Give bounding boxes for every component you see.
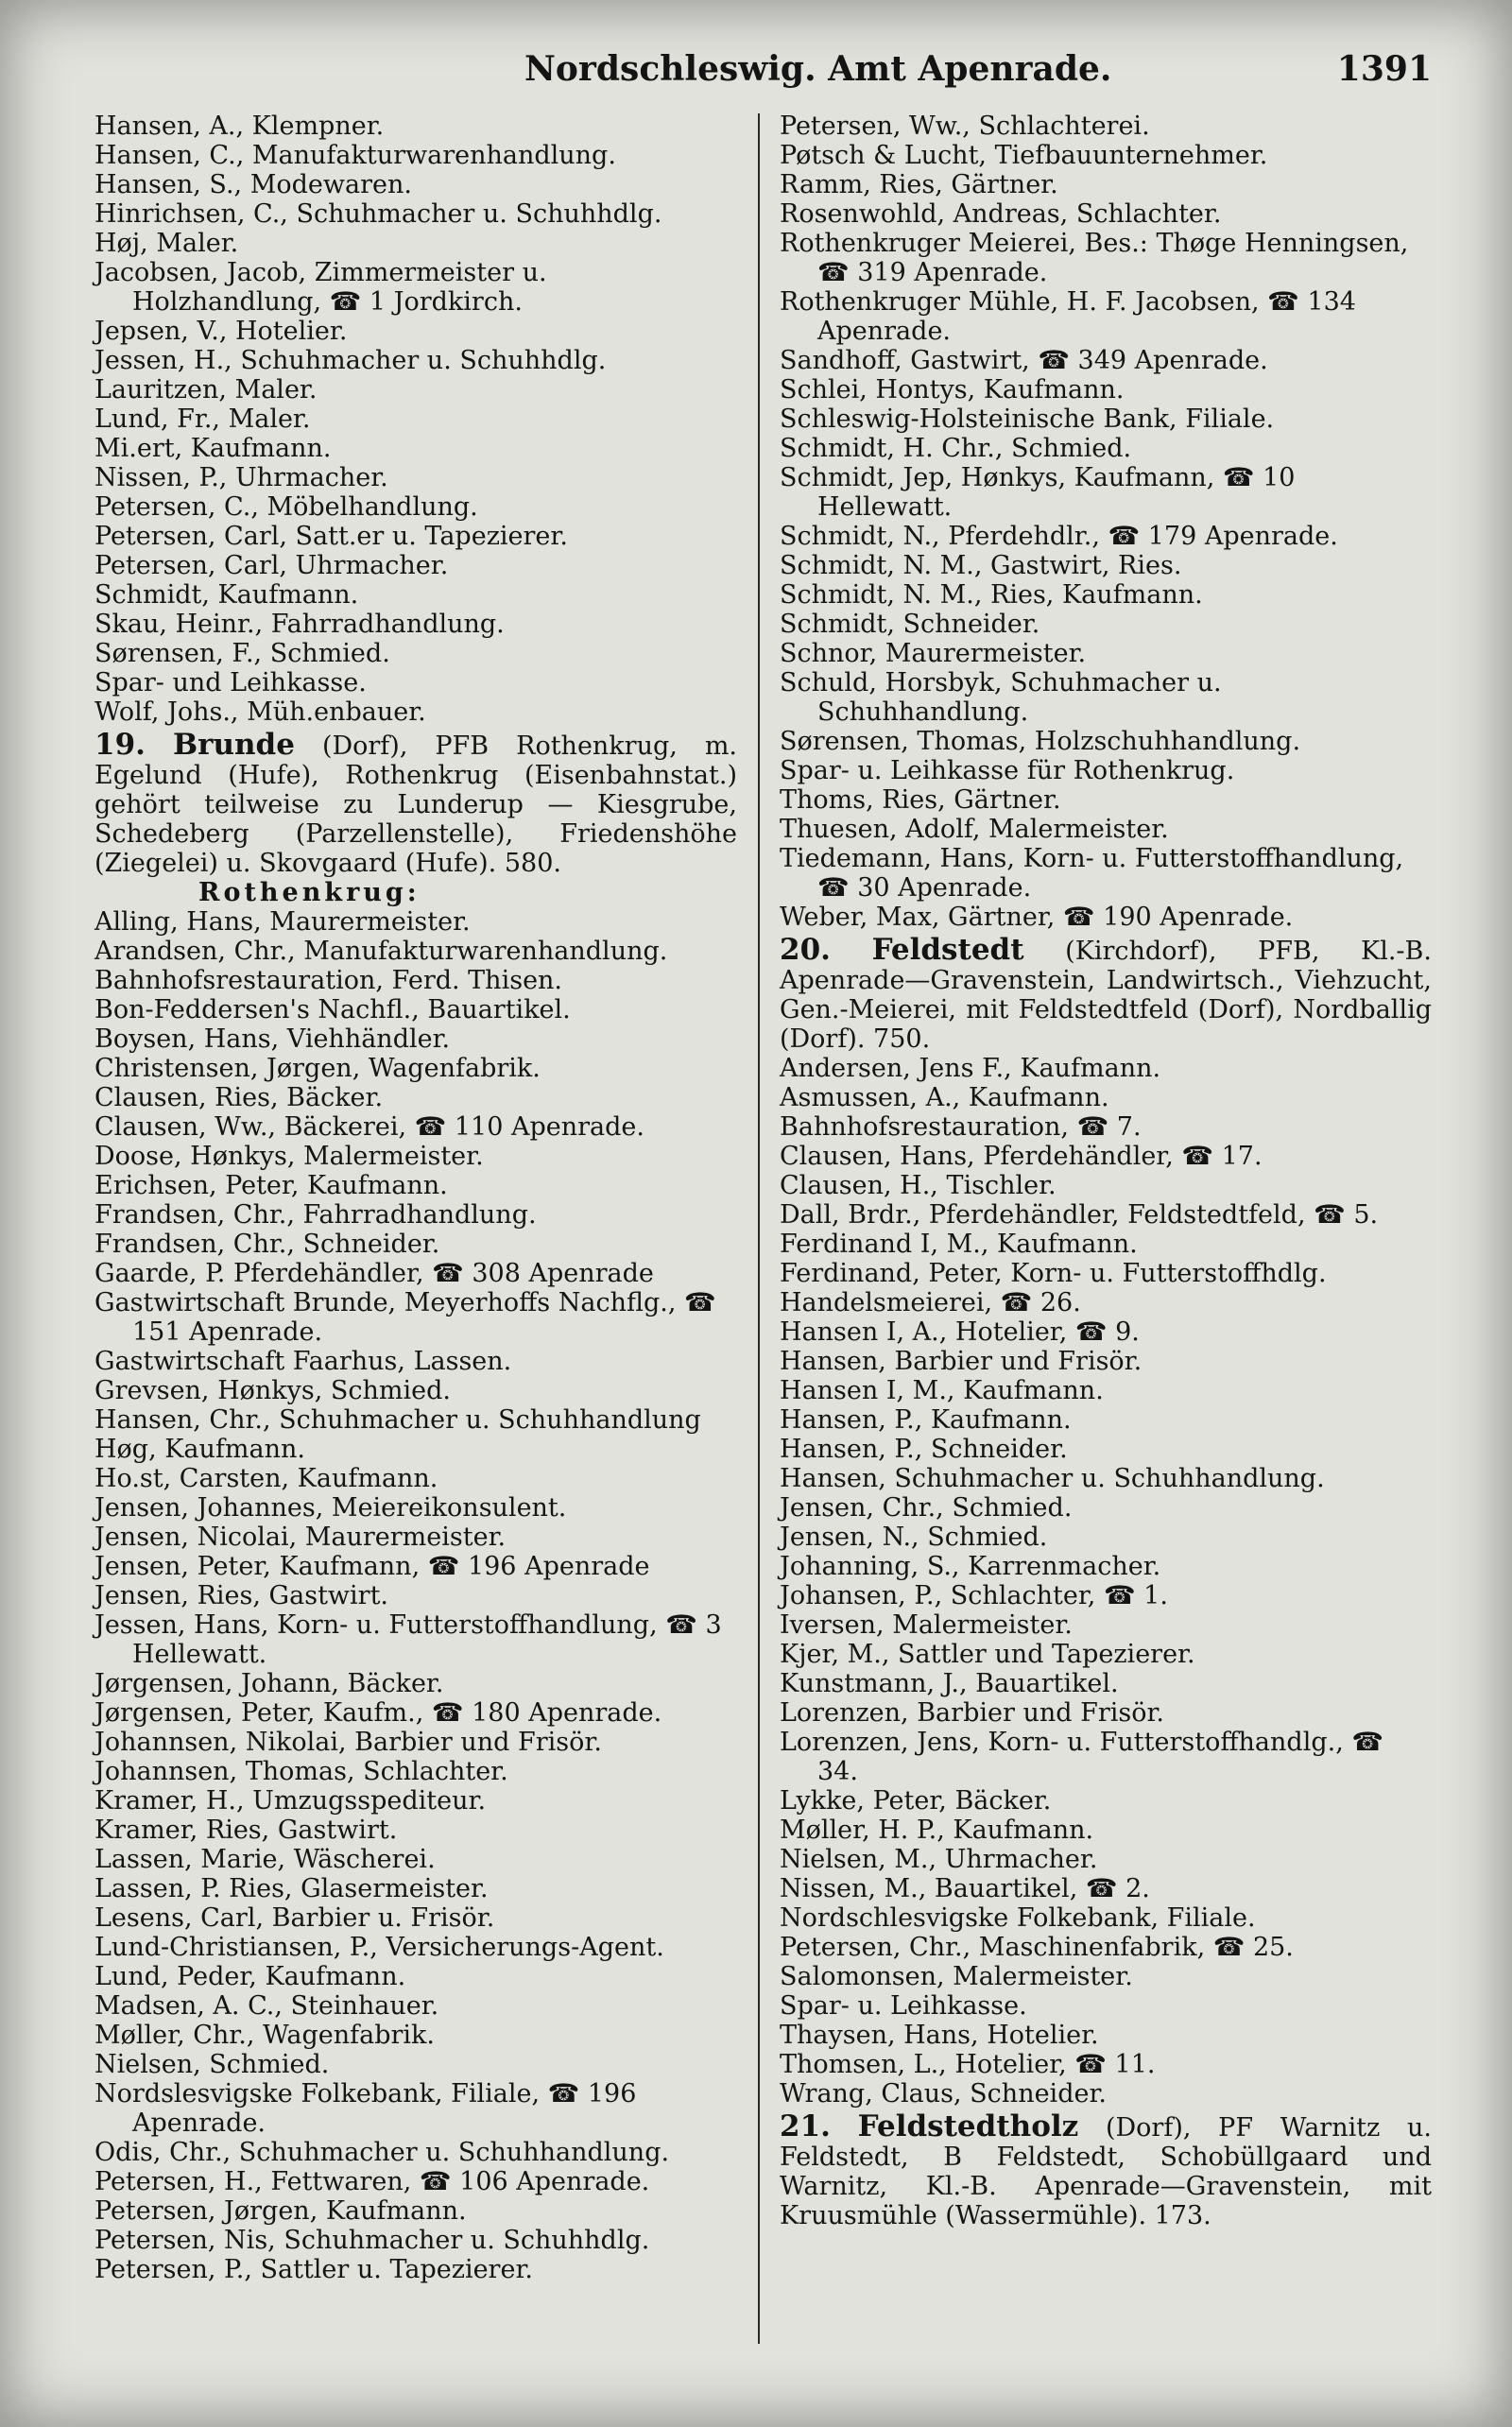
directory-entry: Mi.ert, Kaufmann. — [94, 434, 332, 463]
right-column — [780, 112, 1432, 2230]
directory-entry: Lund, Fr., Maler. — [94, 404, 311, 434]
directory-entry: Nordschlesvigske Folkebank, Filiale. — [780, 1903, 1256, 1933]
directory-entry: Odis, Chr., Schuhmacher u. Schuhhandlung. — [94, 2138, 670, 2167]
directory-entry: Jessen, Hans, Korn- u. Futterstoffhandlung, ☎ 3 Hellewatt. — [94, 1610, 722, 1669]
directory-entry: Clausen, Hans, Pferdehändler, ☎ 17. — [780, 1142, 1263, 1171]
directory-entry: Lassen, Marie, Wäscherei. — [94, 1845, 436, 1874]
directory-entry: Schmidt, N. M., Gastwirt, Ries. — [780, 551, 1182, 580]
entry-list-section-19 — [94, 907, 737, 2284]
directory-entry: Schmidt, H. Chr., Schmied. — [780, 434, 1132, 463]
directory-entry: Petersen, C., Möbelhandlung. — [94, 492, 478, 522]
directory-entry: Gastwirtschaft Brunde, Meyerhoffs Nachflg., ☎ 151 Apenrade. — [94, 1288, 716, 1347]
section-place-name: Feldstedtholz — [857, 2109, 1079, 2143]
directory-entry: Høj, Maler. — [94, 229, 239, 258]
page-header — [90, 45, 1432, 93]
directory-entry: Pøtsch & Lucht, Tiefbauunternehmer. — [780, 141, 1268, 170]
directory-entry: Hansen, P., Kaufmann. — [780, 1405, 1072, 1435]
directory-entry: Petersen, P., Sattler u. Tapezierer. — [94, 2255, 533, 2284]
directory-entry: Nielsen, Schmied. — [94, 2050, 330, 2079]
directory-entry: Jensen, Johannes, Meiereikonsulent. — [94, 1493, 567, 1523]
directory-entry: Schlei, Hontys, Kaufmann. — [780, 375, 1125, 404]
directory-entry: Sandhoff, Gastwirt, ☎ 349 Apenrade. — [780, 346, 1268, 375]
directory-entry: Lorenzen, Jens, Korn- u. Futterstoffhandlg., ☎ 34. — [780, 1728, 1383, 1786]
directory-entry: Schmidt, N. M., Ries, Kaufmann. — [780, 580, 1203, 610]
directory-entry: Weber, Max, Gärtner, ☎ 190 Apenrade. — [780, 903, 1294, 932]
directory-entry: Jensen, Ries, Gastwirt. — [94, 1581, 389, 1610]
directory-entry: Ferdinand I, M., Kaufmann. — [780, 1230, 1138, 1259]
directory-entry: Jensen, N., Schmied. — [780, 1523, 1048, 1552]
directory-entry: Frandsen, Chr., Schneider. — [94, 1230, 440, 1259]
directory-entry: Thuesen, Adolf, Malermeister. — [780, 815, 1169, 844]
directory-entry: Handelsmeierei, ☎ 26. — [780, 1288, 1081, 1317]
directory-entry: Rothenkruger Mühle, H. F. Jacobsen, ☎ 134 Apenrade. — [780, 287, 1356, 346]
directory-entry: Lesens, Carl, Barbier u. Frisör. — [94, 1903, 495, 1933]
directory-entry: Møller, Chr., Wagenfabrik. — [94, 2021, 436, 2050]
directory-entry: Petersen, Jørgen, Kaufmann. — [94, 2196, 467, 2226]
directory-entry: Johannsen, Nikolai, Barbier und Frisör. — [94, 1728, 602, 1757]
subsection-heading: Rothenkrug: — [198, 878, 421, 907]
entry-list-section-18 — [94, 112, 737, 727]
directory-entry: Wolf, Johs., Müh.enbauer. — [94, 697, 426, 727]
section-heading-21 — [780, 2109, 1432, 2230]
directory-entry: Hansen, Barbier und Frisör. — [780, 1347, 1143, 1376]
directory-entry: Wrang, Claus, Schneider. — [780, 2079, 1107, 2109]
directory-entry: Clausen, H., Tischler. — [780, 1171, 1057, 1200]
directory-entry: Jørgensen, Johann, Bäcker. — [94, 1669, 444, 1698]
directory-entry: Boysen, Hans, Viehhändler. — [94, 1024, 451, 1054]
directory-entry: Thaysen, Hans, Hotelier. — [780, 2021, 1099, 2050]
directory-entry: Gastwirtschaft Faarhus, Lassen. — [94, 1347, 512, 1376]
directory-entry: Gaarde, P. Pferdehändler, ☎ 308 Apenrade — [94, 1259, 654, 1288]
directory-entry: Schuld, Horsbyk, Schuhmacher u. Schuhhandlung. — [780, 668, 1222, 727]
directory-entry: Nissen, M., Bauartikel, ☎ 2. — [780, 1874, 1150, 1903]
directory-entry: Ferdinand, Peter, Korn- u. Futterstoffhdlg. — [780, 1259, 1327, 1288]
directory-entry: Hansen, A., Klempner. — [94, 112, 385, 141]
directory-entry: Johansen, P., Schlachter, ☎ 1. — [780, 1581, 1168, 1610]
section-description: (Dorf), PFB Rothenkrug, m. Egelund (Hufe), Rothenkrug (Eisenbahnstat.) gehört teilweise zu Lunderup — Kiesgrube, Schedeberg (Parzellenstelle), Friedenshöhe (Ziegelei) u. Skovgaard (Hufe). 580. — [94, 732, 738, 878]
directory-entry: Rothenkruger Meierei, Bes.: Thøge Henningsen, ☎ 319 Apenrade. — [780, 229, 1409, 287]
directory-entry: Spar- u. Leihkasse. — [780, 1991, 1027, 2021]
directory-entry: Christensen, Jørgen, Wagenfabrik. — [94, 1054, 541, 1083]
directory-entry: Hansen, Chr., Schuhmacher u. Schuhhandlung — [94, 1405, 701, 1435]
directory-entry: Lykke, Peter, Bäcker. — [780, 1786, 1052, 1816]
directory-entry: Rosenwohld, Andreas, Schlachter. — [780, 199, 1222, 229]
directory-entry: Lorenzen, Barbier und Frisör. — [780, 1698, 1165, 1728]
section-heading-19 — [94, 728, 738, 878]
directory-entry: Jensen, Peter, Kaufmann, ☎ 196 Apenrade — [94, 1552, 650, 1581]
section-description: (Dorf), PF Warnitz u. Feldstedt, B Feldstedt, Schobüllgaard und Warnitz, Kl.-B. Apenrade—Gravenstein, mit Kruusmühle (Wassermühle). 173. — [780, 2113, 1432, 2230]
directory-entry: Bahnhofsrestauration, Ferd. Thisen. — [94, 966, 563, 995]
directory-entry: Petersen, Nis, Schuhmacher u. Schuhhdlg. — [94, 2226, 650, 2255]
directory-entry: Lassen, P. Ries, Glasermeister. — [94, 1874, 489, 1903]
directory-entry: Sørensen, F., Schmied. — [94, 639, 390, 668]
directory-entry: Jessen, H., Schuhmacher u. Schuhhdlg. — [94, 346, 607, 375]
directory-entry: Bon-Feddersen's Nachfl., Bauartikel. — [94, 995, 571, 1024]
directory-entry: Lauritzen, Maler. — [94, 375, 318, 404]
directory-entry: Spar- und Leihkasse. — [94, 668, 367, 697]
directory-entry: Sørensen, Thomas, Holzschuhhandlung. — [780, 727, 1301, 756]
directory-entry: Johanning, S., Karrenmacher. — [780, 1552, 1161, 1581]
directory-entry: Petersen, Carl, Satt.er u. Tapezierer. — [94, 522, 568, 551]
directory-entry: Erichsen, Peter, Kaufmann. — [94, 1171, 448, 1200]
directory-entry: Hansen I, M., Kaufmann. — [780, 1376, 1104, 1405]
directory-entry: Iversen, Malermeister. — [780, 1610, 1073, 1640]
directory-entry: Skau, Heinr., Fahrradhandlung. — [94, 610, 505, 639]
left-column — [94, 112, 737, 2284]
directory-entry: Johannsen, Thomas, Schlachter. — [94, 1757, 508, 1786]
directory-entry: Høg, Kaufmann. — [94, 1435, 305, 1464]
directory-entry: Kramer, H., Umzugsspediteur. — [94, 1786, 487, 1816]
directory-entry: Jørgensen, Peter, Kaufm., ☎ 180 Apenrade. — [94, 1698, 662, 1728]
directory-entry: Schnor, Maurermeister. — [780, 639, 1087, 668]
directory-entry: Schmidt, Kaufmann. — [94, 580, 359, 610]
directory-entry: Hinrichsen, C., Schuhmacher u. Schuhhdlg. — [94, 199, 662, 229]
directory-entry: Jepsen, V., Hotelier. — [94, 317, 348, 346]
directory-entry: Petersen, Ww., Schlachterei. — [780, 112, 1150, 141]
directory-entry: Kramer, Ries, Gastwirt. — [94, 1816, 398, 1845]
column-divider — [758, 113, 760, 2344]
directory-entry: Schmidt, Schneider. — [780, 610, 1040, 639]
directory-entry: Hansen, C., Manufakturwarenhandlung. — [94, 141, 616, 170]
page-number: 1391 — [1336, 49, 1432, 89]
directory-entry: Lund-Christiansen, P., Versicherungs-Agent. — [94, 1933, 664, 1962]
directory-entry: Jacobsen, Jacob, Zimmermeister u. Holzhandlung, ☎ 1 Jordkirch. — [94, 258, 547, 317]
directory-entry: Nielsen, M., Uhrmacher. — [780, 1845, 1098, 1874]
directory-entry: Thoms, Ries, Gärtner. — [780, 785, 1061, 815]
directory-entry: Asmussen, A., Kaufmann. — [780, 1083, 1109, 1112]
directory-entry: Schmidt, Jep, Hønkys, Kaufmann, ☎ 10 Hellewatt. — [780, 463, 1296, 522]
directory-entry: Petersen, Carl, Uhrmacher. — [94, 551, 449, 580]
directory-entry: Kjer, M., Sattler und Tapezierer. — [780, 1640, 1195, 1669]
section-place-name: Feldstedt — [871, 933, 1024, 967]
section-heading-20 — [780, 933, 1432, 1054]
directory-entry: Madsen, A. C., Steinhauer. — [94, 1991, 439, 2021]
directory-entry: Thomsen, L., Hotelier, ☎ 11. — [780, 2050, 1156, 2079]
directory-entry: Hansen I, A., Hotelier, ☎ 9. — [780, 1317, 1140, 1347]
section-place-name: Brunde — [172, 728, 295, 762]
section-number: 20. — [780, 933, 831, 967]
running-title: Nordschleswig. Amt Apenrade. — [524, 49, 1112, 89]
directory-entry: Schmidt, N., Pferdehdlr., ☎ 179 Apenrade. — [780, 522, 1338, 551]
directory-entry: Doose, Hønkys, Malermeister. — [94, 1142, 484, 1171]
directory-entry: Ho.st, Carsten, Kaufmann. — [94, 1464, 438, 1493]
directory-entry: Clausen, Ries, Bäcker. — [94, 1083, 384, 1112]
section-number: 21. — [780, 2109, 831, 2143]
directory-entry: Hansen, Schuhmacher u. Schuhhandlung. — [780, 1464, 1325, 1493]
directory-entry: Lund, Peder, Kaufmann. — [94, 1962, 406, 1991]
directory-entry: Alling, Hans, Maurermeister. — [94, 907, 471, 937]
entry-list-section-19-cont — [780, 112, 1432, 932]
directory-entry: Møller, H. P., Kaufmann. — [780, 1816, 1094, 1845]
section-description: (Kirchdorf), PFB, Kl.-B. Apenrade—Gravenstein, Landwirtsch., Viehzucht, Gen.-Meierei, mit Feldstedtfeld (Dorf), Nordballig (Dorf). 750. — [780, 937, 1432, 1054]
directory-entry: Schleswig-Holsteinische Bank, Filiale. — [780, 404, 1275, 434]
directory-entry: Andersen, Jens F., Kaufmann. — [780, 1054, 1161, 1083]
directory-entry: Dall, Brdr., Pferdehändler, Feldstedtfeld, ☎ 5. — [780, 1200, 1379, 1230]
directory-entry: Ramm, Ries, Gärtner. — [780, 170, 1058, 199]
section-number: 19. — [94, 728, 146, 762]
directory-entry: Frandsen, Chr., Fahrradhandlung. — [94, 1200, 537, 1230]
directory-entry: Arandsen, Chr., Manufakturwarenhandlung. — [94, 937, 668, 966]
directory-entry: Hansen, S., Modewaren. — [94, 170, 412, 199]
directory-entry: Nordslesvigske Folkebank, Filiale, ☎ 196 Apenrade. — [94, 2079, 637, 2138]
directory-entry: Bahnhofsrestauration, ☎ 7. — [780, 1112, 1142, 1142]
directory-entry: Spar- u. Leihkasse für Rothenkrug. — [780, 756, 1235, 785]
directory-entry: Petersen, H., Fettwaren, ☎ 106 Apenrade. — [94, 2167, 650, 2196]
directory-entry: Salomonsen, Malermeister. — [780, 1962, 1133, 1991]
entry-list-section-20 — [780, 1054, 1432, 2109]
directory-entry: Hansen, P., Schneider. — [780, 1435, 1068, 1464]
directory-entry: Grevsen, Hønkys, Schmied. — [94, 1376, 452, 1405]
directory-entry: Kunstmann, J., Bauartikel. — [780, 1669, 1119, 1698]
directory-entry: Petersen, Chr., Maschinenfabrik, ☎ 25. — [780, 1933, 1294, 1962]
directory-entry: Tiedemann, Hans, Korn- u. Futterstoffhandlung, ☎ 30 Apenrade. — [780, 844, 1404, 903]
directory-entry: Jensen, Chr., Schmied. — [780, 1493, 1073, 1523]
directory-entry: Nissen, P., Uhrmacher. — [94, 463, 388, 492]
directory-entry: Jensen, Nicolai, Maurermeister. — [94, 1523, 507, 1552]
directory-entry: Clausen, Ww., Bäckerei, ☎ 110 Apenrade. — [94, 1112, 644, 1142]
